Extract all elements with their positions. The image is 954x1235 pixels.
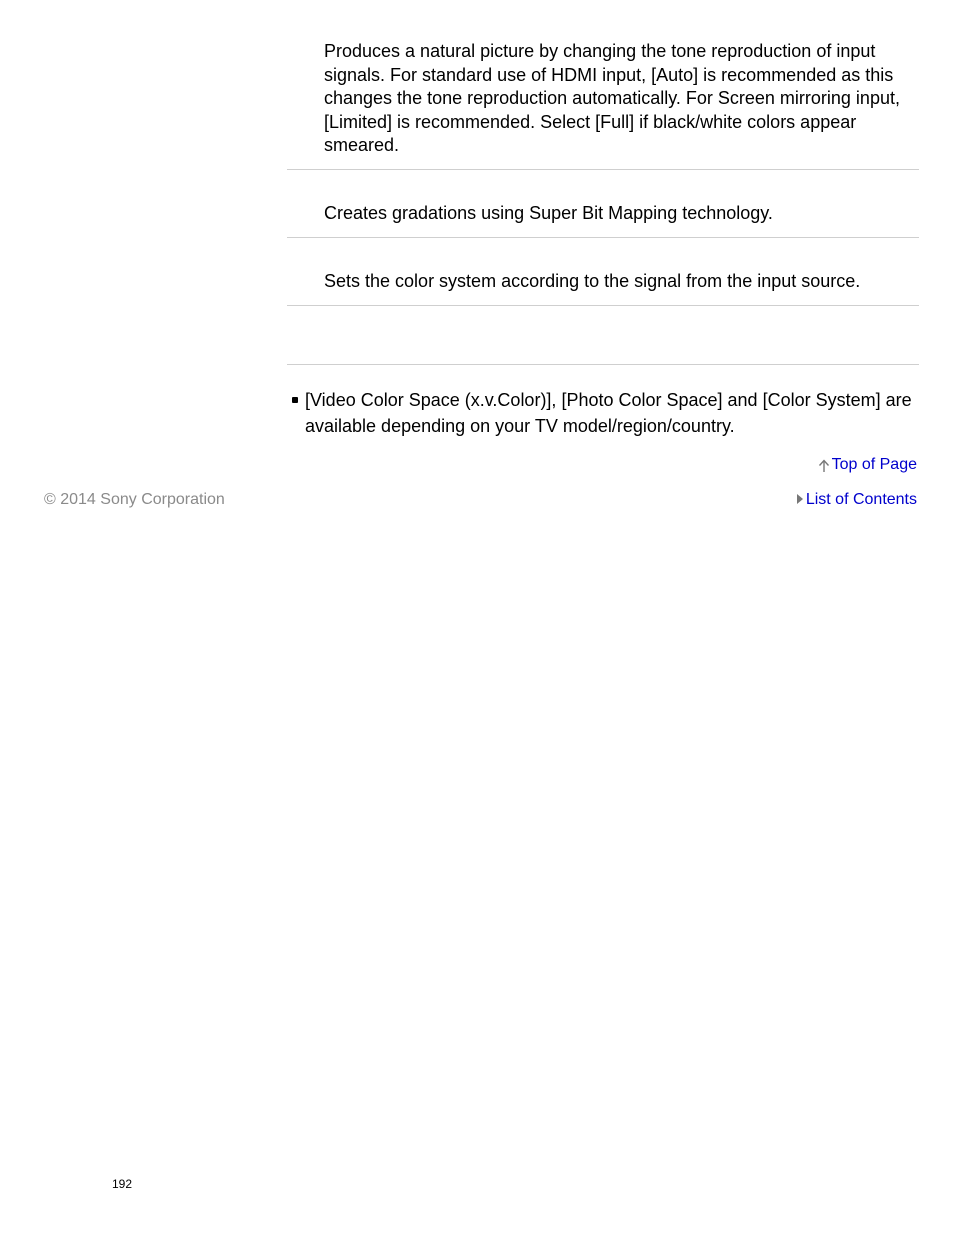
row-rgb-range: [287, 0, 919, 170]
top-of-page-link[interactable]: [818, 456, 917, 474]
row-description: Creates gradations using Super Bit Mapping technology.: [324, 203, 773, 223]
note: [287, 387, 919, 439]
note-text: [Video Color Space (x.v.Color)], [Photo Color Space] and [Color System] are available depending on your TV model/region/country.: [305, 390, 912, 436]
arrow-up-icon: [818, 458, 830, 472]
copyright: © 2014 Sony Corporation: [44, 491, 225, 508]
row-empty: [287, 306, 919, 365]
row-description: Sets the color system according to the signal from the input source.: [324, 271, 861, 291]
bullet-icon: [292, 397, 298, 403]
page-number: 192: [112, 1177, 133, 1191]
row-color-system: [287, 238, 919, 306]
top-of-page-label: Top of Page: [831, 456, 917, 473]
row-smooth-gradation: [287, 170, 919, 238]
row-description: Produces a natural picture by changing the tone reproduction of input signals. For standard use of HDMI input, [Auto] is recommended as this changes the tone reproduction automatically. For Screen mirroring input, [Limited] is recommended. Select [Full] if black/white colors appear smeared.: [324, 41, 900, 155]
triangle-right-icon: [797, 494, 803, 504]
list-of-contents-link[interactable]: [797, 491, 917, 509]
list-of-contents-label: List of Contents: [805, 491, 917, 508]
